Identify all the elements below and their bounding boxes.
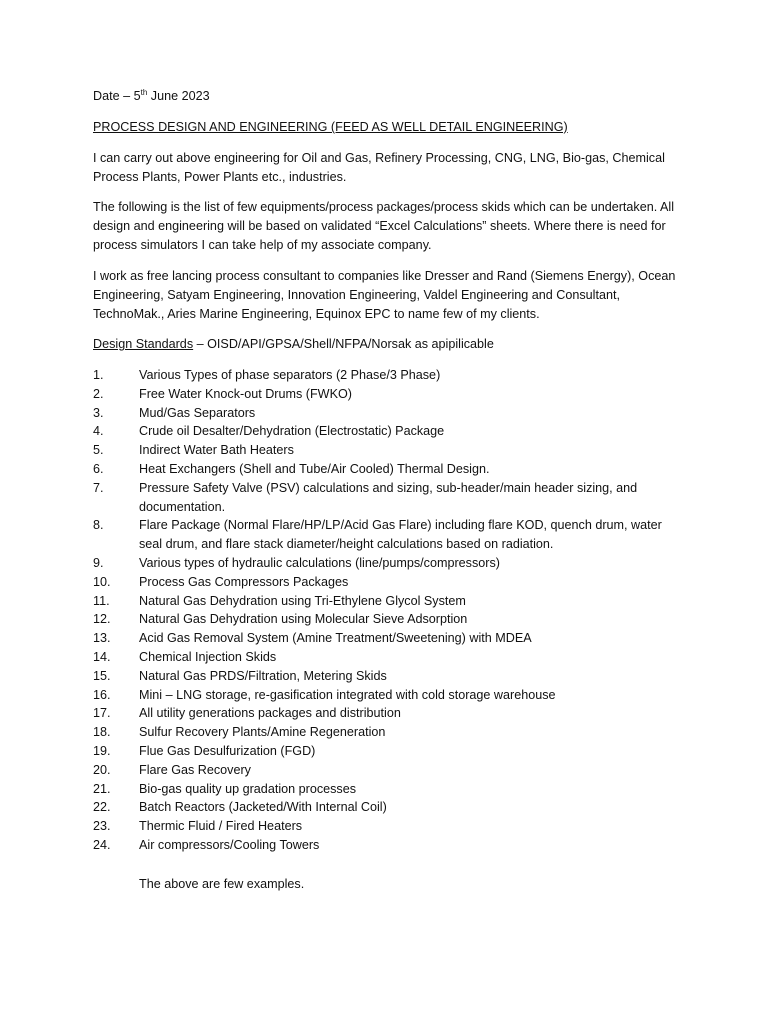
list-item-number: 10. [93,574,111,589]
list-item-number: 14. [93,649,111,664]
date-suffix: June 2023 [147,89,210,103]
list-item-text: Various Types of phase separators (2 Phase/3 Phase) [139,368,441,382]
list-item-text: Crude oil Desalter/Dehydration (Electrostatic) Package [139,424,445,439]
list-item [93,704,673,723]
list-item [93,648,673,667]
list-item-number: 17. [93,706,111,721]
list-item-number: 6. [93,461,104,476]
list-item-number: 18. [93,725,111,740]
list-item [93,592,673,611]
date-ordinal: th [140,87,148,97]
list-item [93,667,673,686]
list-item [93,723,673,742]
list-item [93,817,673,836]
list-item [93,836,673,855]
date-line [93,87,683,106]
list-item [93,629,673,648]
list-item-number: 5. [93,443,104,458]
list-item-text: Sulfur Recovery Plants/Amine Regeneration [139,725,386,740]
design-standards-line [93,335,683,354]
list-item [93,366,673,385]
list-item [93,554,673,573]
list-item-text: Acid Gas Removal System (Amine Treatment/Sweetening) with MDEA [139,631,532,646]
list-item-text: Free Water Knock-out Drums (FWKO) [139,386,352,401]
list-item-number: 15. [93,668,111,683]
list-item [93,780,673,799]
paragraph-industries: I can carry out above engineering for Oil and Gas, Refinery Processing, CNG, LNG, Bio-gas, Chemical Process Plants, Power Plants etc., industries. [93,151,665,184]
list-item-text: Process Gas Compressors Packages [139,574,349,589]
list-item-number: 8. [93,518,104,533]
list-item [93,404,673,423]
list-item-number: 23. [93,819,111,834]
list-item-number: 1. [93,368,104,382]
list-item-text: Mud/Gas Separators [139,405,256,420]
list-item-text: Flare Package (Normal Flare/HP/LP/Acid Gas Flare) including flare KOD, quench drum, water seal drum, and flare stack diameter/height calculations based on radiation. [139,518,662,552]
list-item-number: 24. [93,837,111,852]
list-item [93,460,673,479]
closing-note: The above are few examples. [139,877,305,891]
list-item [93,479,673,517]
list-item-text: Flare Gas Recovery [139,762,251,777]
list-item [93,610,673,629]
list-item-number: 12. [93,612,111,627]
list-item-number: 16. [93,687,111,702]
document-title: PROCESS DESIGN AND ENGINEERING (FEED AS WELL DETAIL ENGINEERING) [93,120,568,134]
list-item [93,422,673,441]
list-item-number: 7. [93,480,104,495]
date-prefix: Date – 5 [93,89,141,103]
list-item [93,798,673,817]
list-item-text: Bio-gas quality up gradation processes [139,781,357,796]
list-item-number: 11. [93,593,110,608]
list-item-text: Chemical Injection Skids [139,649,277,664]
list-item-text: Various types of hydraulic calculations (line/pumps/compressors) [139,555,500,570]
list-item-number: 13. [93,631,111,646]
list-item-number: 3. [93,405,104,420]
list-item-text: Batch Reactors (Jacketed/With Internal Coil) [139,800,387,815]
list-item-text: Mini – LNG storage, re-gasification integrated with cold storage warehouse [139,687,556,702]
list-item-text: Thermic Fluid / Fired Heaters [139,819,303,834]
paragraph-equipment-list: The following is the list of few equipments/process packages/process skids which can be undertaken. All design and engineering will be based on validated “Excel Calculations” sheets. Where there is need for process simulators I can take help of my associate company. [93,200,675,252]
list-item-text: Flue Gas Desulfurization (FGD) [139,743,316,758]
list-item-text: Natural Gas Dehydration using Molecular Sieve Adsorption [139,612,468,627]
design-standards-label: Design Standards [93,337,194,351]
list-item-number: 20. [93,762,111,777]
list-item-text: Air compressors/Cooling Towers [139,837,320,852]
list-item-number: 22. [93,800,111,815]
list-item-number: 2. [93,386,104,401]
list-item [93,573,673,592]
list-item [93,686,673,705]
list-item [93,761,673,780]
list-item-text: Indirect Water Bath Heaters [139,443,294,458]
engineering-items-list [93,366,673,855]
list-item-text: All utility generations packages and distribution [139,706,401,721]
list-item-number: 19. [93,743,111,758]
list-item-text: Pressure Safety Valve (PSV) calculations and sizing, sub-header/main header sizing, and documentation. [139,480,638,514]
list-item-number: 9. [93,555,104,570]
list-item-text: Natural Gas Dehydration using Tri-Ethylene Glycol System [139,593,466,608]
list-item-text: Heat Exchangers (Shell and Tube/Air Cooled) Thermal Design. [139,461,490,476]
list-item [93,385,673,404]
design-standards-text: – OISD/API/GPSA/Shell/NFPA/Norsak as apipilicable [193,337,494,351]
list-item-text: Natural Gas PRDS/Filtration, Metering Skids [139,668,387,683]
paragraph-clients: I work as free lancing process consultant to companies like Dresser and Rand (Siemens Energy), Ocean Engineering, Satyam Engineering, Innovation Engineering, Valdel Engineering and Consultant, TechnoMak., Aries Marine Engineering, Equinox EPC to name few of my clients. [93,269,676,321]
list-item [93,441,673,460]
list-item-number: 4. [93,424,104,439]
list-item [93,516,673,554]
list-item [93,742,673,761]
list-item-number: 21. [93,781,111,796]
